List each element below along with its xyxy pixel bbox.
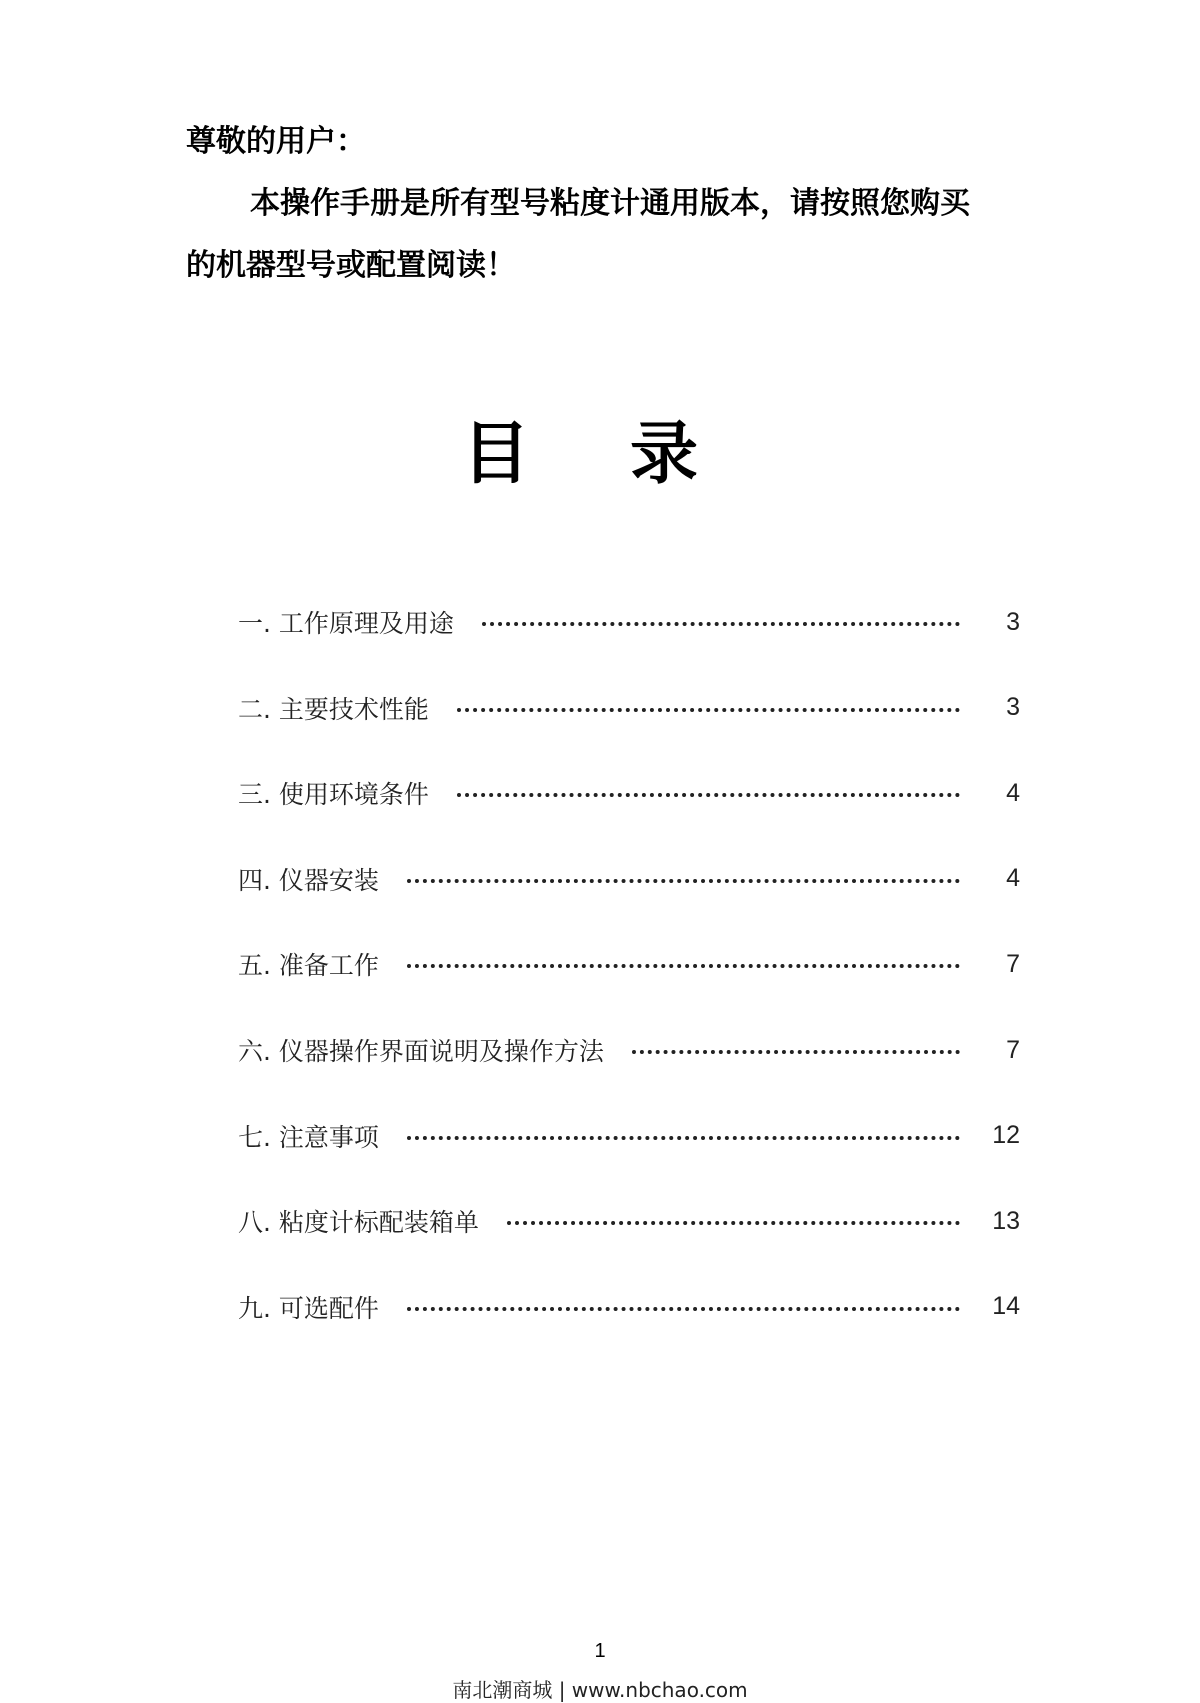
- toc-entry-page: 3: [1006, 607, 1020, 636]
- toc-entry-page: 14: [992, 1292, 1020, 1321]
- toc-entry-page: 7: [1006, 1035, 1020, 1064]
- toc-entry[interactable]: [238, 775, 1020, 811]
- intro-line-2: 的机器型号或配置阅读！: [186, 248, 516, 283]
- page-number: 1: [594, 1640, 606, 1662]
- toc-leader-dots: [457, 708, 960, 712]
- toc-entry-label: 四. 仪器安装: [238, 865, 379, 895]
- toc-leader-dots: [507, 1221, 960, 1225]
- toc-entry-label: 九. 可选配件: [238, 1293, 379, 1323]
- toc-entry-label: 五. 准备工作: [238, 951, 379, 981]
- toc-leader-dots: [407, 1307, 960, 1311]
- toc-title: 目录: [461, 415, 798, 494]
- toc-entry-label: 一. 工作原理及用途: [238, 609, 454, 638]
- toc-entry[interactable]: [238, 946, 1020, 982]
- toc-entry-label: 三. 使用环境条件: [238, 780, 429, 810]
- toc-entry[interactable]: [238, 604, 1020, 640]
- toc-entry-page: 3: [1006, 693, 1020, 722]
- toc-entry[interactable]: [238, 1289, 1020, 1325]
- toc-entry[interactable]: [238, 861, 1020, 897]
- toc-entry[interactable]: [238, 1203, 1020, 1239]
- toc-leader-dots: [482, 622, 960, 626]
- toc-entry[interactable]: [238, 1118, 1020, 1154]
- toc-entry[interactable]: [238, 690, 1020, 726]
- footer-watermark: 南北潮商城 | www.nbchao.com: [452, 1678, 748, 1702]
- toc-entry-page: 13: [992, 1206, 1020, 1235]
- greeting: 尊敬的用户：: [186, 124, 366, 159]
- toc-leader-dots: [407, 879, 960, 883]
- toc-leader-dots: [407, 964, 960, 968]
- toc-entry[interactable]: [238, 1032, 1020, 1068]
- toc-entry-label: 八. 粘度计标配装箱单: [238, 1208, 479, 1238]
- toc-entry-page: 12: [992, 1121, 1020, 1150]
- toc-leader-dots: [457, 793, 960, 797]
- toc-entry-page: 4: [1006, 864, 1020, 893]
- toc-entry-label: 二. 主要技术性能: [238, 694, 429, 724]
- toc-leader-dots: [632, 1050, 960, 1054]
- toc-leader-dots: [407, 1136, 960, 1140]
- toc-entry-page: 7: [1006, 949, 1020, 978]
- toc-entry-page: 4: [1006, 778, 1020, 807]
- toc-entry-label: 六. 仪器操作界面说明及操作方法: [238, 1037, 604, 1066]
- toc-entry-label: 七. 注意事项: [238, 1122, 379, 1152]
- intro-line-1: 本操作手册是所有型号粘度计通用版本，请按照您购买: [250, 186, 970, 221]
